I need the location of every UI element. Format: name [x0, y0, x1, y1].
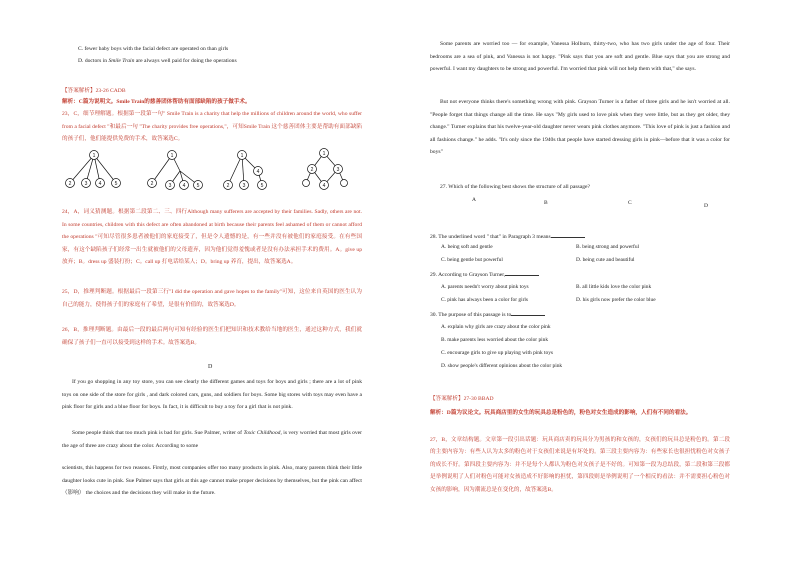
svg-text:3: 3	[84, 181, 88, 187]
structure-option-b[interactable]: B	[544, 200, 548, 206]
q29-option-c[interactable]: C. pink has always been a color for girls	[441, 297, 528, 303]
paragraph-1: If you go shopping in any toy store, you can see clearly the different games and toys for boys and girls ; there are a lot of pink toys on one side of the store for girls , and dark colored cars, guns, and soldiers for boys. Some big stores with toys may even have a pink floor for girls and a blue floor for boys. In fact, it is difficult to buy a toy for a girl that is not pink.	[62, 379, 362, 410]
svg-text:4: 4	[256, 169, 260, 175]
structure-diagram-row	[62, 147, 362, 195]
svg-text:2: 2	[68, 181, 72, 187]
question-29-text: 29. According to Grayson Turner,	[430, 272, 506, 278]
section-d-heading: D	[208, 364, 213, 370]
q28-option-c[interactable]: C. being gentle but powerful	[441, 257, 503, 263]
option-c: C. fewer baby boys with the facial defect are operated on than girls	[78, 46, 229, 52]
svg-text:2: 2	[310, 167, 314, 173]
svg-text:5: 5	[260, 183, 264, 189]
q28-option-a[interactable]: A. being soft and gentle	[441, 244, 493, 250]
svg-text:2: 2	[226, 183, 230, 189]
option-d-post: are always well paid for doing the operations	[134, 58, 237, 64]
question-27: 27. Which of the following best shows the structure of all passage?	[440, 184, 590, 190]
analysis-line-d: 解析：D篇为议论文。玩具商店里的女生的玩具总是粉色的，粉色对女生造成的影响，人们有不同的看法。	[430, 410, 692, 416]
option-d-italic: Smile Train	[108, 58, 135, 64]
structure-option-a[interactable]: A	[472, 197, 476, 203]
svg-text:4: 4	[182, 183, 186, 189]
structure-option-c[interactable]: C	[628, 200, 632, 206]
q30-option-b[interactable]: B. make parents less worried about the color pink	[441, 337, 549, 343]
svg-text:3: 3	[242, 183, 246, 189]
answer-header-23-26: 【答案解析】23-26 CADB	[62, 88, 126, 94]
diagram-b	[148, 151, 203, 190]
analysis-line-c: 解析：C篇为说明文。Smile Train的慈善团体帮助有面部缺陷的孩子做手术。	[62, 99, 251, 105]
question-28-text: 28. The underlined word " that" in Paragraph 3 means	[430, 234, 551, 240]
question-30-blank[interactable]	[511, 310, 545, 316]
question-28	[430, 232, 585, 241]
q26-explanation: 26，B，推理判断题。由最后一段的最后两句可知有经验的医生们把知识和技术教给当地的医生，通过这种方式，我们就确保了孩子们一直可以接受到这样的手术。故答案选B。	[62, 327, 362, 346]
paragraph-3: scientists, this happens for two reasons. Firstly, most companies offer too many products in pink. Also, many parents think their little daughter looks cute in pink. Sue Palmer says that girls at this age cannot make proper decisions by themselves, but the pink can affect（影响） the choices and the decisions they will make in the future.	[62, 465, 362, 496]
q30-option-c[interactable]: C. encourage girls to give up playing with pink toys	[441, 350, 553, 356]
q28-option-d[interactable]: D. being cute and beautiful	[576, 257, 635, 263]
svg-text:1: 1	[92, 153, 96, 159]
q23-explanation: 23，C，细节理解题。根据第一段第一句" Smile Train is a charity that help the millions of children around the world, who suffer from a facial defect "和最后一句 "The charity provides free operations,"，可知Smile Train 这个慈善团体主要是帮助有面部缺陷的孩子们，他们能提供免费的手术，故答案选C。	[62, 111, 362, 142]
svg-text:5: 5	[114, 181, 118, 187]
option-d-pre: D. doctors in	[78, 58, 109, 64]
paragraph-5: But not everyone thinks there's something wrong with pink. Grayson Turner is a father of three girls and he isn't worried at all. "People forget that things change all the time. He says "My girls used to love pink when they were little, but as they get older, they change." Turner explains that his twelve-year-old daughter never wears pink clothes anymore. "This love of pink is just a fashion and all fashions change." he adds. "It's only since the 1940s that people have started dressing girls in pink—before that it was a color for boys"	[430, 99, 730, 155]
question-29	[430, 270, 539, 279]
q29-option-b[interactable]: B. all little kids love the color pink	[576, 284, 652, 290]
paragraph-4: Some parents are worried too — for example, Vanessa Holburn, thirty-two, who has two girls under the age of four. Their bedrooms are a sea of pink, and Vanessa is not happy. "Pink says that you are soft and gentle. Blue says that you are strong and powerful. I want my daughters to be strong and powerful. I'm worried that pink will not help them with that," she says.	[430, 41, 730, 72]
question-30-text: 30. The purpose of this passage is to	[430, 312, 512, 318]
paragraph-2-pre: Some people think that too much pink is bad for girls. Sue Palmer, writer of	[72, 430, 244, 436]
option-d	[78, 58, 237, 65]
q28-option-b[interactable]: B. being strong and powerful	[576, 244, 640, 250]
svg-text:1: 1	[170, 153, 174, 159]
paragraph-2-italic: Toxic Childhood	[243, 430, 281, 436]
q30-option-a[interactable]: A. explain why girls are crazy about the color pink	[441, 324, 551, 330]
question-28-blank[interactable]	[551, 232, 585, 238]
paragraph-2	[62, 427, 362, 452]
svg-text:5: 5	[196, 183, 200, 189]
svg-text:1: 1	[322, 151, 326, 157]
q27-explanation: 27，B，文章结构题。文章第一段引出话题：玩具商店卖的玩具分为男孩的和女孩的，女孩们的玩具总是粉色的。第二段的主要内容为：有些人认为太多的粉色对于女孩们来说是有坏处的。第三段主要内容为：有些家长也很担忧粉色对女孩子的成长不好。第四段主要内容为：并不是每个人都认为粉色对女孩子是不好的。可知第一段为总结段，第二段和第三段都是举例说明了人们对粉色可能对女孩造成不好影响的担忧，第四段则是举例说明了一个相反的看法：并不需要担心粉色对女孩的影响，因为潮流总是在变化的，故答案选B。	[430, 437, 730, 493]
svg-text:3: 3	[168, 183, 172, 189]
paragraph-2-post: , is very worried that most girls over the age of three are crazy about the color. According to some	[62, 430, 363, 449]
svg-text:3: 3	[336, 167, 340, 173]
q29-option-d[interactable]: D. his girls now prefer the color blue	[576, 297, 656, 303]
question-29-blank[interactable]	[505, 270, 539, 276]
question-30	[430, 310, 545, 319]
structure-option-d[interactable]: D	[704, 203, 708, 209]
svg-text:4: 4	[322, 183, 326, 189]
answer-header-27-30: 【答案解析】27-30 BBAD	[430, 396, 494, 402]
q25-explanation: 25，D，推理判断题。根据最后一段第三行"I did the operation and gave hopes to the family"可知，这位来自英国的医生认为自己的能力，使得孩子们的家庭有了希望，是很有价值的，故答案选D。	[62, 289, 362, 308]
svg-text:1: 1	[240, 153, 244, 159]
svg-text:2: 2	[150, 181, 154, 187]
q30-option-d[interactable]: D. show people's different opinions about the color pink	[441, 363, 563, 369]
svg-text:4: 4	[98, 181, 102, 187]
q24-explanation: 24，A，词义猜测题。根据第二段第二、三、四行Although many sufferers are accepted by their families. Sadly, others are not. In some countries, children with this defect are often abandoned at birth because their parents feel ashamed of them or cannot afford the operations "可知尽管很多患者被他们的家庭接受了，但是令人遗憾的是，有一些并没有被他们的家庭接受。在有些国家，有这个缺陷孩子们经常一出生就被他们的父母遗弃，因为他们觉得羞愧或者是没有办法承担手术的费用。A。give up 放弃；B。dress up 盛装打扮；C。call up 打电话给某人；D。bring up 养育，提出，故答案选A。	[62, 209, 362, 266]
q29-option-a[interactable]: A. parents needn't worry about pink toys	[441, 284, 529, 290]
